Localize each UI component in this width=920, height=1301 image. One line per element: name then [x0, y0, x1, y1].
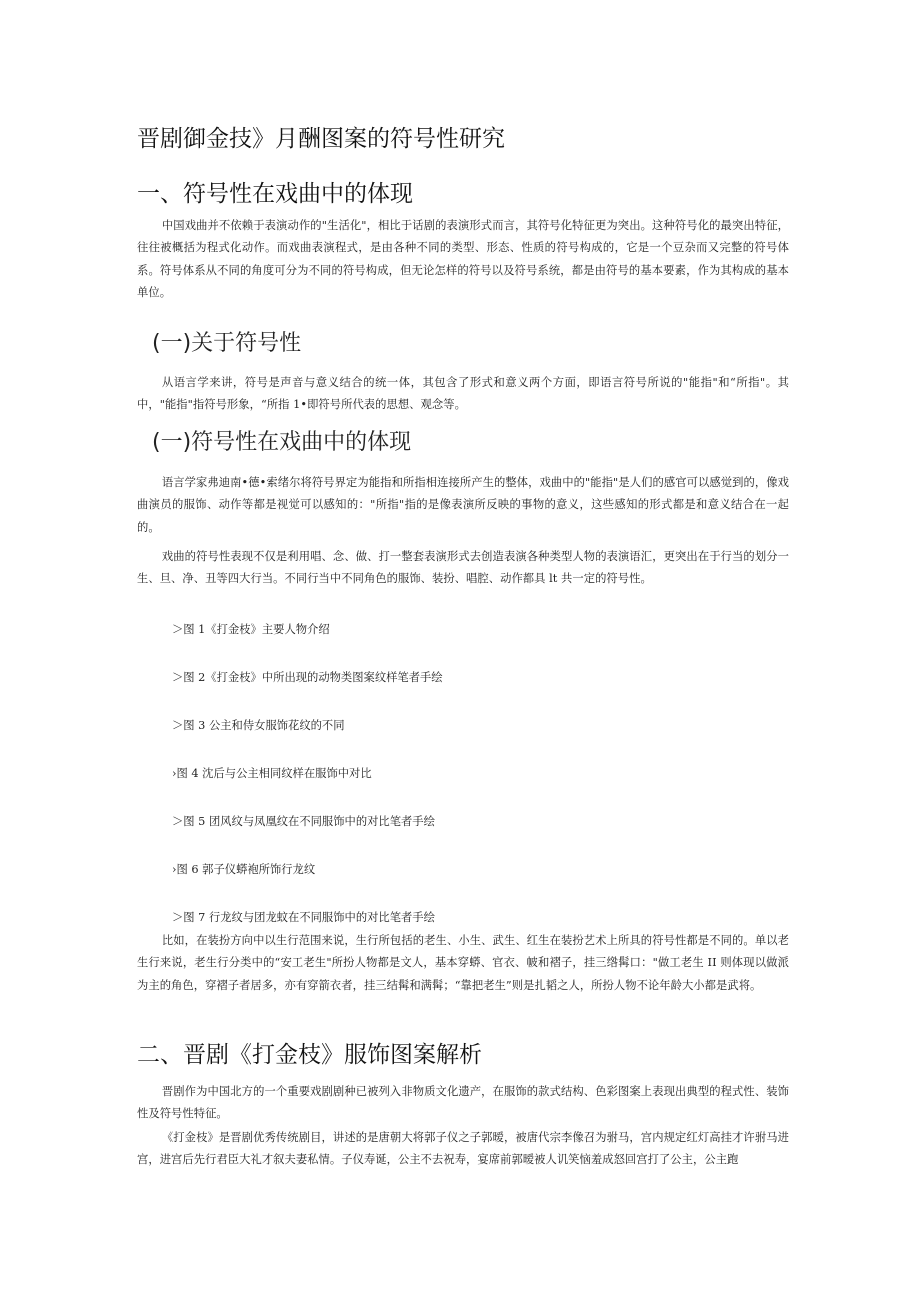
section-1-paragraph: 中国戏曲并不依赖于表演动作的"生活化"，相比于话剧的表演形式而言，其符号化特征更为突出。这种符号化的最突出特征，往往被概括为程式化动作。而戏曲表演程式，是由各种不同的类型、形态、性质的符号构成的，它是一个豆杂而又完整的符号体系。符号体系从不同的角度可分为不同的符号构成，但无论怎样的符号以及符号系统，都是由符号的基本要素，作为其构成的基本单位。 [137, 219, 789, 299]
figure-caption-5: ＞图 5 团风纹与凤凰纹在不同服饰中的对比笔者手绘 [172, 815, 435, 828]
figure-caption-6: ›图 6 郭子仪蟒袍所饰行龙纹 [172, 863, 316, 876]
section-2-paragraph-1: 晋剧作为中国北方的一个重要戏剧剧种已被列入非物质文化遗产，在服饰的款式结构、色彩图案上表现出典型的程式性、装饰性及符号性特征。 [137, 1085, 789, 1121]
figure-caption-2: ＞图 2《打金枝》中所出现的动物类图案纹样笔者手绘 [172, 671, 443, 684]
section-2-heading: 二、晋剧《打金枝》服饰图案解析 [137, 1042, 482, 1068]
figure-caption-1: ＞图 1《打金枝》主要人物介绍 [172, 623, 330, 636]
subsection-2-paragraph-1: 语言学家弗迪南•德•索绪尔将符号界定为能指和所指相连接所产生的整体，戏曲中的"能指"是人们的感官可以感觉到的，像戏曲演员的服饰、动作等都是视觉可以感知的："所指"指的是像表演所反映的事物的意义，这些感知的形式都是和意义结合在一起的。 [137, 476, 789, 534]
subsection-2-heading: (一)符号性在戏曲中的体现 [152, 430, 412, 455]
section-2-paragraph-2: 《打金枝》是晋剧优秀传统剧目，讲述的是唐朝大将郭子仪之子郭暧，被唐代宗李像召为驸马，宫内规定红灯高挂才许驸马进宫，进宫后先行君臣大礼才叙夫妻私情。子仪寿诞，公主不去祝寿，宴席前郭暧被人讥笑恼羞成怒回宫打了公主，公主跑 [137, 1131, 789, 1167]
figure-caption-4: ›图 4 沈后与公主相同纹样在服饰中对比 [172, 767, 372, 780]
section-1-paragraph-after-figures: 比如，在装扮方向中以生行范围来说，生行所包括的老生、小生、武生、红生在装扮艺术上所具的符号性都是不同的。单以老生行来说，老生行分类中的“安工老生"所扮人物都是文人，基本穿蟒、官衣、帔和褶子，挂三绺髯口："做工老生 II 则体现以做派为主的角色，穿褶子者居多，亦有穿箭衣者，挂三结髯和满髯；“靠把老生”则是扎韬之人，所扮人物不论年龄大小都是武将。 [137, 934, 789, 992]
section-1-heading: 一、符号性在戏曲中的体现 [137, 181, 413, 207]
figure-caption-7: ＞图 7 行龙纹与团龙蚊在不同服饰中的对比笔者手绘 [172, 911, 435, 924]
subsection-1-heading: (一)关于符号性 [152, 331, 302, 356]
subsection-2-paragraph-2: 戏曲的符号性表现不仅是利用唱、念、做、打一整套表演形式去创造表演各种类型人物的表演语汇，更突出在于行当的划分一生、旦、净、丑等四大行当。不同行当中不同角色的服饰、装扮、唱腔、动作都具 lt 共一定的符号性。 [137, 550, 789, 586]
figure-caption-3: ＞图 3 公主和侍女服饰花纹的不同 [172, 719, 345, 732]
document-title: 晋剧御金技》月酬图案的符号性研究 [137, 126, 505, 152]
subsection-1-paragraph: 从语言学来讲，符号是声音与意义结合的统一体，其包含了形式和意义两个方面，即语言符号所说的"能指"和“所指"。其中，"能指"指符号形象，“所指 1•即符号所代表的思想、观念等。 [137, 376, 789, 412]
